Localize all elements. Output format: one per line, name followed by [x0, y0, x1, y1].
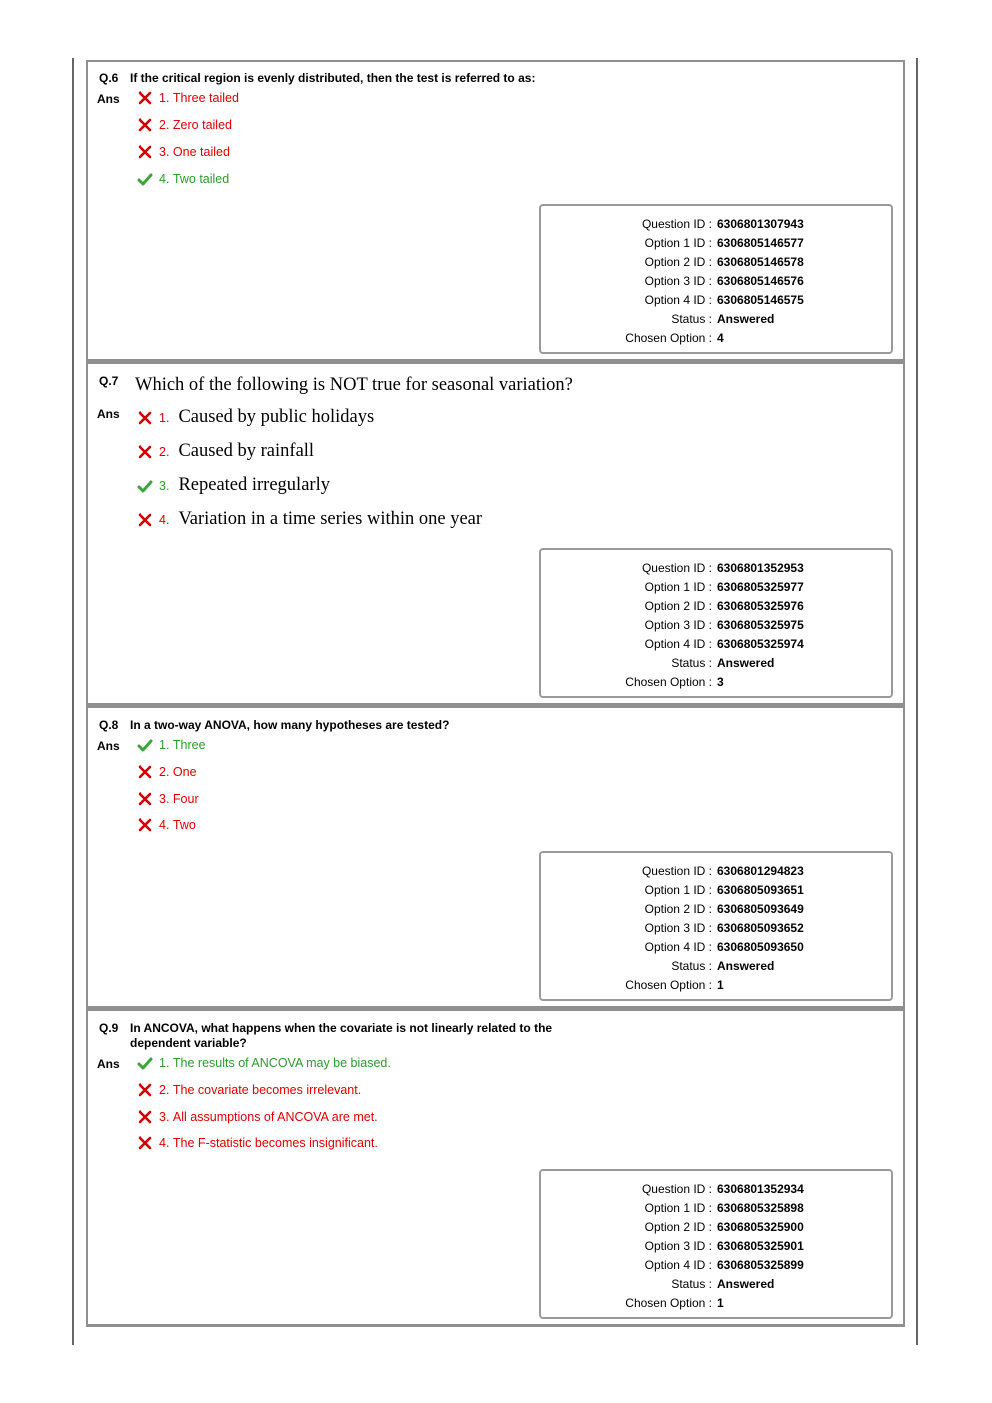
option-item — [137, 1110, 378, 1124]
question-info-box — [539, 548, 893, 698]
option-number: 4. — [159, 1136, 170, 1150]
info-row — [541, 1199, 891, 1218]
cross-icon — [137, 792, 153, 806]
info-value: 6306805325976 — [717, 599, 804, 613]
check-icon — [137, 172, 153, 186]
question-text: If the critical region is evenly distributed, then the test is referred to as: — [130, 71, 536, 85]
info-row — [541, 635, 891, 654]
page-border-right — [916, 58, 918, 1345]
info-label: Option 1 ID : — [644, 1201, 712, 1215]
question-text: In ANCOVA, what happens when the covariate is not linearly related to the dependent variable? — [130, 1021, 553, 1050]
option-number: 1. — [159, 738, 170, 752]
option-item — [137, 407, 374, 428]
info-value: 6306805325898 — [717, 1201, 804, 1215]
info-row — [541, 616, 891, 635]
option-number: 1. — [159, 91, 170, 105]
option-text: Two tailed — [172, 172, 230, 186]
option-number: 3. — [159, 1110, 170, 1124]
info-label: Status : — [671, 959, 712, 973]
option-item — [137, 91, 239, 105]
option-item — [137, 738, 206, 752]
ans-label: Ans — [97, 92, 120, 106]
option-item — [137, 1136, 378, 1150]
info-value: 6306805146576 — [717, 274, 804, 288]
info-value: 6306805093652 — [717, 921, 804, 935]
info-label: Chosen Option : — [625, 978, 712, 992]
check-icon — [137, 1056, 153, 1070]
ans-label: Ans — [97, 739, 120, 753]
info-row — [541, 957, 891, 976]
info-value: 6306805325900 — [717, 1220, 804, 1234]
ans-label: Ans — [97, 1057, 120, 1071]
info-row — [541, 1180, 891, 1199]
info-label: Question ID : — [641, 1182, 712, 1196]
option-number: 2. — [159, 118, 170, 132]
option-number: 4. — [159, 512, 170, 527]
info-value: 6306801352934 — [717, 1182, 804, 1196]
info-row — [541, 578, 891, 597]
option-text: The F-statistic becomes insignificant. — [172, 1136, 378, 1150]
option-number: 2. — [159, 1083, 170, 1097]
info-row — [541, 310, 891, 329]
info-row — [541, 938, 891, 957]
info-value: 1 — [717, 1296, 724, 1310]
cross-icon — [137, 411, 153, 425]
option-text: Variation in a time series within one year — [178, 509, 483, 529]
info-label: Option 4 ID : — [644, 1258, 712, 1272]
info-value: 6306801307943 — [717, 217, 804, 231]
info-row — [541, 1218, 891, 1237]
info-label: Status : — [671, 1277, 712, 1291]
info-label: Option 1 ID : — [644, 580, 712, 594]
cross-icon — [137, 118, 153, 132]
option-item — [137, 441, 314, 462]
info-row — [541, 881, 891, 900]
option-text: Zero tailed — [172, 118, 232, 132]
question-info-box — [539, 204, 893, 354]
check-icon — [137, 738, 153, 752]
info-value: Answered — [717, 656, 775, 670]
info-label: Option 3 ID : — [644, 618, 712, 632]
info-value: 4 — [717, 331, 724, 345]
option-item — [137, 765, 197, 779]
ans-label: Ans — [97, 407, 120, 421]
info-row — [541, 234, 891, 253]
question-number: Q.9 — [99, 1021, 119, 1035]
info-row — [541, 291, 891, 310]
option-number: 4. — [159, 172, 170, 186]
option-text: One tailed — [172, 145, 230, 159]
option-text: All assumptions of ANCOVA are met. — [172, 1110, 378, 1124]
info-row — [541, 329, 891, 348]
info-row — [541, 1275, 891, 1294]
option-item — [137, 509, 482, 530]
info-label: Chosen Option : — [625, 331, 712, 345]
info-value: 6306805146577 — [717, 236, 804, 250]
option-text: Three — [172, 738, 206, 752]
info-value: Answered — [717, 1277, 775, 1291]
option-number: 3. — [159, 792, 170, 806]
info-row — [541, 1237, 891, 1256]
info-label: Option 2 ID : — [644, 1220, 712, 1234]
question-card — [86, 60, 905, 362]
cross-icon — [137, 1110, 153, 1124]
info-value: 6306801352953 — [717, 561, 804, 575]
info-row — [541, 919, 891, 938]
option-item — [137, 475, 330, 496]
question-number: Q.6 — [99, 71, 119, 85]
info-value: Answered — [717, 959, 775, 973]
info-row — [541, 597, 891, 616]
question-info-box — [539, 1169, 893, 1319]
info-row — [541, 654, 891, 673]
cross-icon — [137, 818, 153, 832]
info-value: 6306805325975 — [717, 618, 804, 632]
option-text: Caused by rainfall — [178, 441, 315, 461]
info-row — [541, 900, 891, 919]
info-label: Status : — [671, 656, 712, 670]
cross-icon — [137, 1083, 153, 1097]
info-value: 6306805325899 — [717, 1258, 804, 1272]
info-label: Option 4 ID : — [644, 637, 712, 651]
info-label: Chosen Option : — [625, 675, 712, 689]
info-label: Chosen Option : — [625, 1296, 712, 1310]
cross-icon — [137, 445, 153, 459]
info-row — [541, 253, 891, 272]
question-number: Q.7 — [99, 374, 119, 388]
info-label: Option 1 ID : — [644, 883, 712, 897]
option-number: 2. — [159, 444, 170, 459]
option-text: The covariate becomes irrelevant. — [172, 1083, 362, 1097]
option-text: Two — [172, 818, 196, 832]
info-value: 6306805093651 — [717, 883, 804, 897]
option-number: 1. — [159, 410, 170, 425]
info-label: Option 2 ID : — [644, 255, 712, 269]
question-info-box — [539, 851, 893, 1001]
info-label: Option 2 ID : — [644, 902, 712, 916]
option-item — [137, 172, 229, 186]
info-label: Question ID : — [641, 561, 712, 575]
info-row — [541, 215, 891, 234]
info-row — [541, 272, 891, 291]
option-text: Four — [172, 792, 199, 806]
info-value: 6306801294823 — [717, 864, 804, 878]
cross-icon — [137, 145, 153, 159]
question-card — [86, 706, 905, 1009]
info-label: Option 4 ID : — [644, 293, 712, 307]
info-label: Option 4 ID : — [644, 940, 712, 954]
info-value: 6306805325901 — [717, 1239, 804, 1253]
option-number: 2. — [159, 765, 170, 779]
info-label: Option 2 ID : — [644, 599, 712, 613]
option-number: 1. — [159, 1056, 170, 1070]
question-card — [86, 1009, 905, 1327]
option-text: The results of ANCOVA may be biased. — [172, 1056, 391, 1070]
option-item — [137, 118, 232, 132]
cross-icon — [137, 513, 153, 527]
info-row — [541, 862, 891, 881]
info-row — [541, 1294, 891, 1313]
option-item — [137, 145, 230, 159]
option-text: One — [172, 765, 197, 779]
cross-icon — [137, 1136, 153, 1150]
info-label: Option 3 ID : — [644, 1239, 712, 1253]
option-text: Three tailed — [172, 91, 239, 105]
info-value: 6306805093649 — [717, 902, 804, 916]
info-value: 6306805146578 — [717, 255, 804, 269]
info-row — [541, 1256, 891, 1275]
info-row — [541, 976, 891, 995]
option-item — [137, 792, 199, 806]
check-icon — [137, 479, 153, 493]
info-value: 6306805093650 — [717, 940, 804, 954]
option-item — [137, 818, 196, 832]
info-label: Option 1 ID : — [644, 236, 712, 250]
question-card — [86, 362, 905, 706]
option-number: 3. — [159, 478, 170, 493]
page-border-left — [72, 58, 74, 1345]
question-text: In a two-way ANOVA, how many hypotheses are tested? — [130, 718, 450, 732]
info-value: 6306805146575 — [717, 293, 804, 307]
info-label: Option 3 ID : — [644, 274, 712, 288]
info-value: 1 — [717, 978, 724, 992]
option-text: Caused by public holidays — [178, 407, 375, 427]
option-item — [137, 1083, 361, 1097]
question-number: Q.8 — [99, 718, 119, 732]
option-number: 3. — [159, 145, 170, 159]
option-text: Repeated irregularly — [178, 475, 330, 495]
cross-icon — [137, 765, 153, 779]
option-number: 4. — [159, 818, 170, 832]
info-label: Status : — [671, 312, 712, 326]
info-row — [541, 673, 891, 692]
info-value: 3 — [717, 675, 724, 689]
info-value: Answered — [717, 312, 775, 326]
option-item — [137, 1056, 391, 1070]
info-value: 6306805325977 — [717, 580, 804, 594]
info-value: 6306805325974 — [717, 637, 804, 651]
question-text: Which of the following is NOT true for seasonal variation? — [135, 375, 573, 395]
cross-icon — [137, 91, 153, 105]
info-label: Question ID : — [641, 864, 712, 878]
info-label: Question ID : — [641, 217, 712, 231]
info-row — [541, 559, 891, 578]
info-label: Option 3 ID : — [644, 921, 712, 935]
